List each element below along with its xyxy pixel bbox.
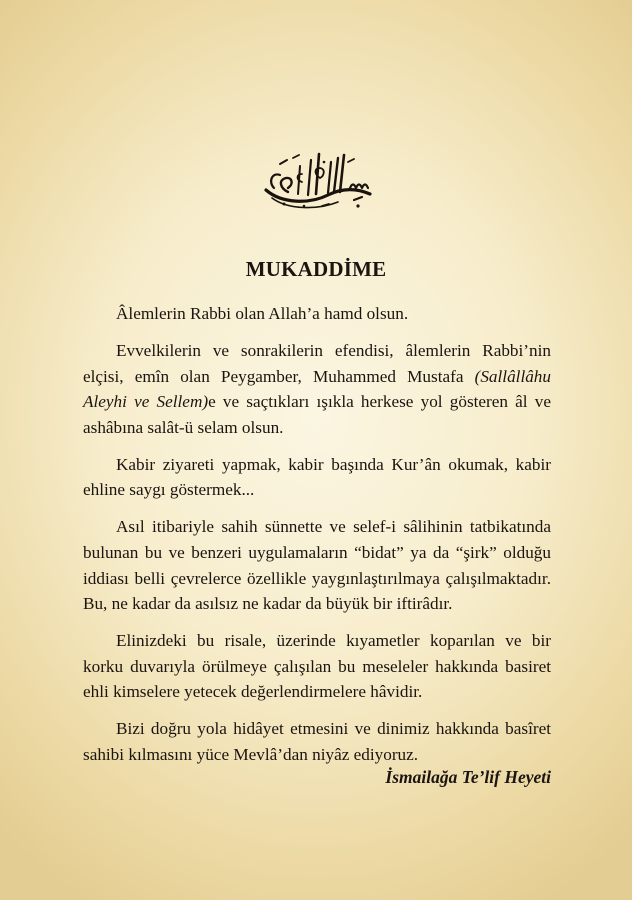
paragraph-2 xyxy=(83,338,551,440)
signature: İsmailağa Te’lif Heyeti xyxy=(385,767,551,787)
paragraph-2-part-b: e ve saçtıkları ışıkla herkese yol gösteren âl ve ashâbına salât-ü selam olsun. xyxy=(83,392,551,437)
paragraph-2-part-a: Evvelkilerin ve sonrakilerin efendisi, âlemlerin Rabbi’nin elçisi, emîn olan Peygamber, Muhammed Mustafa xyxy=(83,340,551,386)
paragraph-3: Kabir ziyareti yapmak, kabir başında Kur’ân okumak, kabir ehline saygı göstermek... xyxy=(83,454,551,500)
paragraph-6: Bizi doğru yola hidâyet etmesini ve dinimiz hakkında basîret sahibi kılmasını yüce Mevlâ’dan niyâz ediyoruz. xyxy=(83,719,551,764)
body-text xyxy=(83,301,551,779)
basmala-calligraphy-icon xyxy=(258,148,376,214)
paragraph-4: Asıl itibariyle sahih sünnette ve selef-i sâlihinin tatbikatında bulunan bu ve benzeri uygulamaların “bidat” ya da “şirk” olduğu iddiası belli çevrelerce özellikle yaygınlaştırılmaya çalışılmaktadır. Bu, ne kadar da asılsız ne kadar da büyük bir iftirâdır. xyxy=(83,517,551,614)
page-title: MUKADDİME xyxy=(245,257,387,281)
paragraph-2-salutation: (Sallâllâhu Aleyhi ve Sellem) xyxy=(83,366,551,412)
paragraph-1: Âlemlerin Rabbi olan Allah’a hamd olsun. xyxy=(116,304,409,323)
paragraph-5: Elinizdeki bu risale, üzerinde kıyametler koparılan ve bir korku duvarıyla örülmeye çalışılan bu meseleler hakkında basiret ehli kimselere yetecek değerlendirmelere hâvidir. xyxy=(83,631,551,702)
